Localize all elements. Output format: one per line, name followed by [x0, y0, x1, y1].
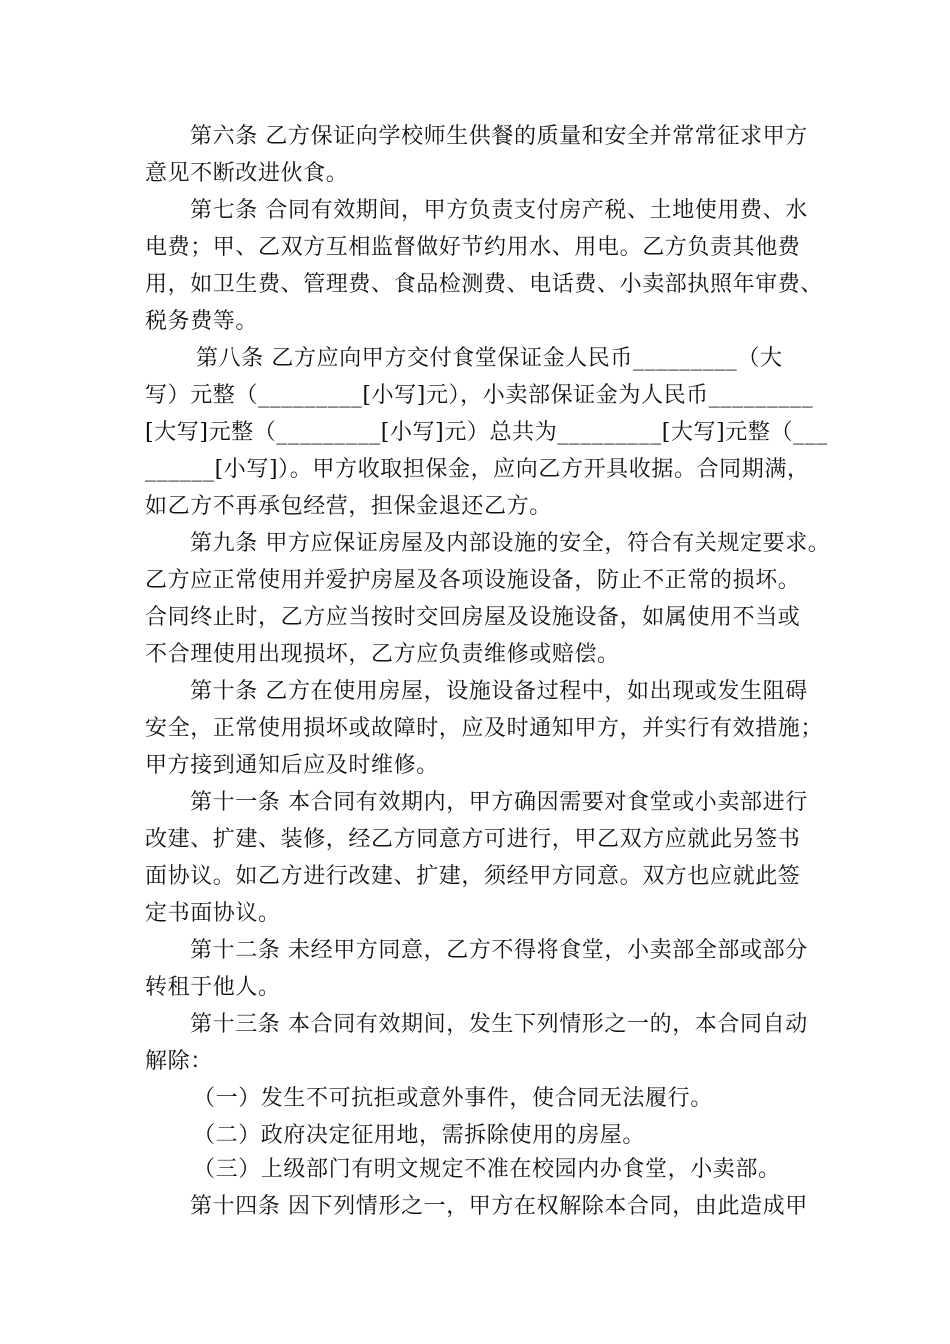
text-line: ______[小写]）。甲方收取担保金，应向乙方开具收据。合同期满，: [145, 457, 810, 482]
text-line: （三）上级部门有明文规定不准在校园内办食堂，小卖部。: [193, 1157, 781, 1182]
text-line: 转租于他人。: [145, 975, 281, 1000]
text-line: 甲方接到通知后应及时维修。: [145, 753, 439, 778]
text-line: 第十一条 本合同有效期内，甲方确因需要对食堂或小卖部进行: [190, 790, 808, 815]
text-line: 第十三条 本合同有效期间，发生下列情形之一的，本合同自动: [190, 1012, 808, 1037]
text-line: （二）政府决定征用地，需拆除使用的房屋。: [193, 1123, 646, 1148]
text-line: 税务费等。: [145, 309, 259, 334]
text-line: 写）元整（_________[小写]元），小卖部保证金为人民币_________: [145, 383, 814, 408]
text-line: 定书面协议。: [145, 901, 281, 926]
text-line: 第六条 乙方保证向学校师生供餐的质量和安全并常常征求甲方: [190, 124, 808, 149]
text-line: 第十条 乙方在使用房屋，设施设备过程中，如出现或发生阻碍: [190, 679, 808, 704]
text-line: 用，如卫生费、管理费、食品检测费、电话费、小卖部执照年审费、: [145, 272, 824, 297]
text-line: 如乙方不再承包经营，担保金退还乙方。: [145, 494, 552, 519]
text-line: 第九条 甲方应保证房屋及内部设施的安全，符合有关规定要求。: [190, 531, 831, 556]
text-line: 第十四条 因下列情形之一，甲方在权解除本合同，由此造成甲: [190, 1194, 808, 1219]
text-line: 安全，正常使用损坏或故障时，应及时通知甲方，并实行有效措施；: [145, 716, 824, 741]
text-line: 第十二条 未经甲方同意，乙方不得将食堂，小卖部全部或部分: [190, 938, 808, 963]
text-line: 面协议。如乙方进行改建、扩建，须经甲方同意。双方也应就此签: [145, 864, 801, 889]
text-line: 解除：: [145, 1049, 213, 1074]
text-line: 改建、扩建、装修，经乙方同意方可进行，甲乙双方应就此另签书: [145, 827, 801, 852]
text-line: 第七条 合同有效期间，甲方负责支付房产税、土地使用费、水: [190, 198, 808, 223]
text-line: 不合理使用出现损坏，乙方应负责维修或赔偿。: [145, 642, 620, 667]
text-line: [大写]元整（_________[小写]元）总共为_________[大写]元整（___: [145, 420, 828, 445]
text-line: 意见不断改进伙食。: [145, 161, 349, 186]
text-line: 电费；甲、乙双方互相监督做好节约用水、用电。乙方负责其他费: [145, 235, 801, 260]
text-line: （一）发生不可抗拒或意外事件，使合同无法履行。: [193, 1086, 713, 1111]
text-line: 合同终止时，乙方应当按时交回房屋及设施设备，如属使用不当或: [145, 605, 801, 630]
text-line: 乙方应正常使用并爱护房屋及各项设施设备，防止不正常的损坏。: [145, 568, 801, 593]
text-line: 第八条 乙方应向甲方交付食堂保证金人民币_________（大: [196, 346, 783, 371]
